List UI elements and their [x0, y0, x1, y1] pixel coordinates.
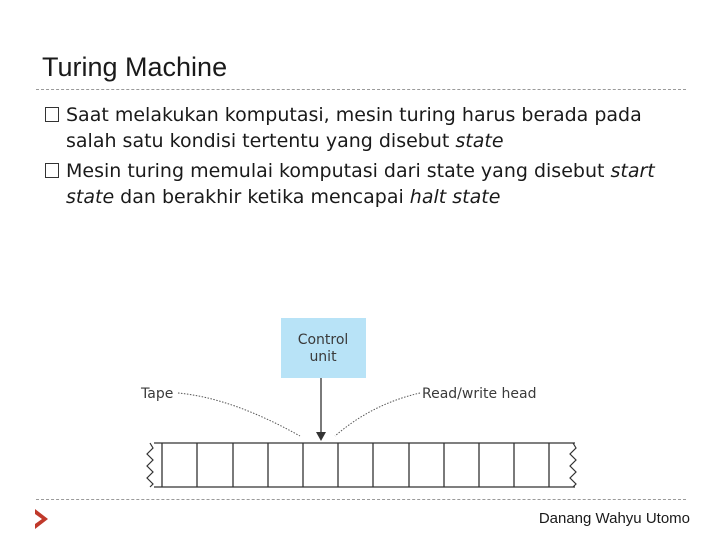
- control-unit-label: Control: [297, 332, 349, 348]
- bullet-emphasis: state: [455, 130, 504, 152]
- tape-label: Tape: [141, 386, 174, 402]
- bullet-emphasis: start state: [66, 160, 655, 208]
- head-pointer-arrow: [316, 432, 326, 441]
- bullet-text: Saat melakukan komputasi, mesin turing harus berada pada salah satu kondisi tertentu yang disebut: [66, 104, 642, 152]
- head-label: Read/write head: [422, 386, 537, 402]
- control-unit-label: unit: [309, 349, 337, 365]
- play-arrow-icon: [34, 508, 50, 530]
- control-unit-box: [281, 318, 366, 378]
- slide-title: Turing Machine: [42, 52, 228, 82]
- head-leader-line: [335, 393, 420, 436]
- bullet-emphasis: halt state: [409, 186, 501, 208]
- bullet-text: Mesin turing memulai komputasi dari state yang disebut: [66, 160, 611, 182]
- bullet-text: dan berakhir ketika mencapai: [114, 186, 410, 208]
- tape: [147, 443, 576, 487]
- footer-divider: [36, 499, 686, 500]
- author-name: Danang Wahyu Utomo: [538, 510, 690, 527]
- tape-leader-line: [178, 393, 300, 436]
